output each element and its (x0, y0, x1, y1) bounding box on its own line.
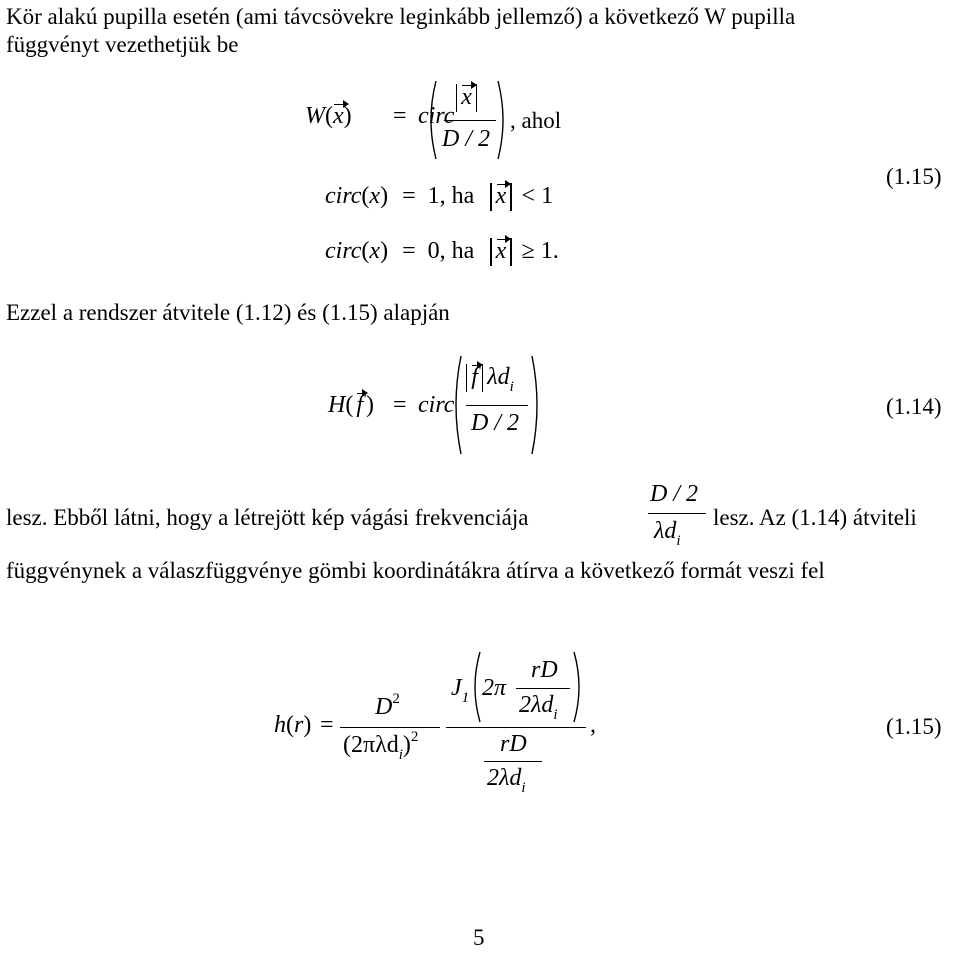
eq-hr-outer-denominator-num: rD (500, 731, 527, 757)
para-frac-numerator: D / 2 (650, 481, 698, 507)
eq-hr-main-line (446, 727, 586, 728)
eq-h-lhs: H( f ) (328, 392, 375, 418)
eq-hr-number: (1.15) (886, 714, 942, 739)
eq-hr-coef-denominator: $(2\pi\lambda d_i)^2$ (343, 729, 419, 763)
eq-h-number: (1.14) (886, 394, 942, 419)
eq-w-lhs: W(x) (305, 103, 352, 129)
eq-hr-bessel-right-paren (572, 651, 584, 723)
eq-w-func: circ (418, 103, 455, 129)
intro-line-2: függvényt vezethetjük be (6, 32, 239, 57)
eq-w-case-2: circ(x) = 0, ha x ≥ 1. (325, 238, 559, 266)
text-mid: Ezzel a rendszer átvitele (1.12) és (1.15) alapján (6, 300, 450, 325)
eq-w-numerator: x (452, 84, 481, 112)
eq-hr-coef-numerator: $D^2$ (375, 691, 400, 720)
para-line-1-left: lesz. Ebből látni, hogy a létrejött kép vágási frekvenciája (6, 505, 529, 530)
eq-hr-bessel: $J_1$ (451, 675, 470, 706)
eq-hr-coef-line (340, 727, 440, 728)
para-line-2: függvénynek a válaszfüggvénye gömbi koordinátákra átírva a következő formát veszi fel (6, 558, 825, 583)
eq-hr-bessel-left-paren (470, 651, 482, 723)
eq-h-denominator: D / 2 (471, 410, 519, 436)
page-number: 5 (473, 925, 485, 950)
eq-hr-comma: , (590, 712, 596, 738)
para-frac-denominator: $\lambda d_i$ (654, 518, 681, 549)
eq-w-suffix: , ahol (510, 108, 562, 133)
eq-w-denominator: D / 2 (442, 126, 490, 152)
eq-h-numerator: f $\lambda d_i$ (462, 364, 514, 392)
eq-w-left-paren (426, 80, 438, 160)
eq-hr-two-pi: 2π (482, 675, 507, 701)
eq-w-fraction-line (444, 120, 496, 121)
para-frac-line (648, 513, 706, 514)
eq-hr-outer-denominator-den: $2\lambda d_i$ (487, 765, 526, 796)
eq-h-equals: = (393, 392, 407, 418)
eq-hr-inner-numerator: rD (531, 657, 558, 683)
eq-h-right-paren (530, 355, 542, 455)
eq-hr-lhs: h(r) (274, 712, 312, 738)
eq-hr-equals: = (320, 712, 334, 738)
eq-w-equals: = (393, 103, 407, 129)
eq-hr-outer-denominator-line (484, 761, 542, 762)
intro-line-1: Kör alakú pupilla esetén (ami távcsövekre leginkább jellemző) a következő W pupilla (6, 4, 796, 29)
eq-w-case-1: circ(x) = 1, ha x < 1 (325, 183, 553, 211)
eq-h-fraction-line (466, 405, 528, 406)
para-line-1-right: lesz. Az (1.14) átviteli (713, 505, 917, 530)
eq-hr-inner-line (516, 688, 570, 689)
eq-w-number: (1.15) (886, 164, 942, 189)
eq-h-func: circ (418, 392, 455, 418)
eq-w-right-paren (496, 80, 508, 160)
eq-hr-inner-denominator: $2\lambda d_i$ (519, 692, 558, 723)
